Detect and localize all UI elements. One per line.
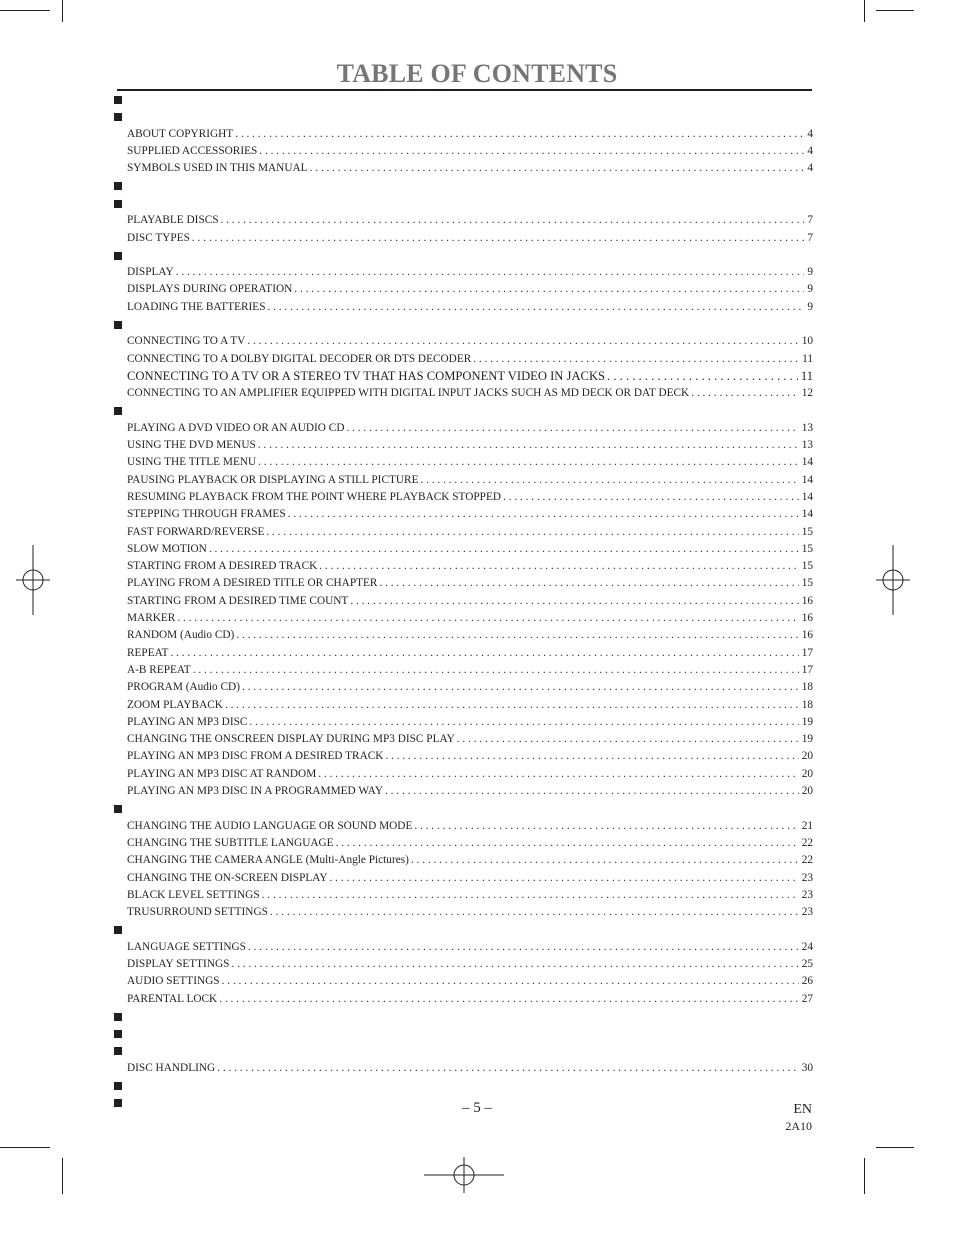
- section-heading: [113, 108, 813, 125]
- toc-entry[interactable]: [127, 817, 813, 834]
- crop-mark: [0, 1147, 50, 1148]
- dot-leader: [248, 939, 799, 956]
- toc-entry-page: 18: [801, 698, 813, 711]
- toc-entry[interactable]: [127, 489, 813, 506]
- toc-entry-page: 18: [801, 681, 813, 694]
- toc-entry[interactable]: [127, 523, 813, 540]
- toc-entry[interactable]: [127, 835, 813, 852]
- toc-entry-page: 14: [801, 490, 813, 503]
- toc-entry-page: 25: [801, 957, 813, 970]
- toc-entry-page: 7: [807, 214, 813, 227]
- toc-entry-label: CHANGING THE SUBTITLE LANGUAGE: [127, 836, 334, 849]
- crop-mark: [876, 1147, 914, 1148]
- toc-entry[interactable]: [127, 299, 813, 316]
- crop-mark: [62, 1158, 63, 1194]
- toc-entry-label: PLAYING AN MP3 DISC FROM A DESIRED TRACK: [127, 750, 384, 763]
- dot-leader: [247, 333, 798, 350]
- toc-entry-page: 16: [801, 612, 813, 625]
- dot-leader: [379, 575, 798, 592]
- toc-entry[interactable]: [127, 887, 813, 904]
- toc-entry[interactable]: [127, 160, 813, 177]
- toc-entry-page: 23: [801, 888, 813, 901]
- model-code: 2A10: [785, 1119, 812, 1133]
- toc-entry-label: PARENTAL LOCK: [127, 992, 218, 1005]
- toc-entry-page: 14: [801, 473, 813, 486]
- toc-entry-label: BLACK LEVEL SETTINGS: [127, 888, 260, 901]
- page-title: TABLE OF CONTENTS: [336, 59, 618, 88]
- toc-entry-page: 7: [807, 231, 813, 244]
- dot-leader: [457, 731, 799, 748]
- toc-entry[interactable]: [127, 558, 813, 575]
- registration-mark-right: [868, 545, 918, 615]
- toc-entry-page: 21: [801, 819, 813, 832]
- toc-entry[interactable]: [127, 939, 813, 956]
- toc-entry-page: 16: [801, 629, 813, 642]
- toc-entry-page: 12: [801, 387, 813, 400]
- toc-entry-label: A-B REPEAT: [127, 663, 191, 676]
- toc-entry-label: DISPLAY: [127, 266, 174, 279]
- dot-leader: [385, 783, 799, 800]
- toc-entry[interactable]: [127, 956, 813, 973]
- section-bullet-icon: [114, 407, 122, 415]
- toc-entry[interactable]: [127, 679, 813, 696]
- dot-leader: [219, 991, 798, 1008]
- toc-entry[interactable]: [127, 437, 813, 454]
- toc-entry-label: CHANGING THE AUDIO LANGUAGE OR SOUND MODE: [127, 819, 413, 832]
- dot-leader: [270, 904, 799, 921]
- dot-leader: [225, 697, 799, 714]
- toc-entry[interactable]: [127, 575, 813, 592]
- section-bullet-icon: [114, 252, 122, 260]
- dot-leader: [385, 748, 798, 765]
- toc-entry-page: 17: [801, 646, 813, 659]
- toc-entry[interactable]: [127, 454, 813, 471]
- section-heading: [113, 402, 813, 419]
- toc-entry[interactable]: [127, 126, 813, 143]
- section-bullet-icon: [114, 113, 122, 121]
- toc-entry-page: 15: [801, 577, 813, 590]
- toc-entry[interactable]: [127, 506, 813, 523]
- dot-leader: [350, 593, 798, 610]
- toc-entry[interactable]: [127, 696, 813, 713]
- toc-entry[interactable]: [127, 766, 813, 783]
- toc-entry[interactable]: [127, 420, 813, 437]
- dot-leader: [607, 368, 798, 385]
- crop-mark: [876, 10, 914, 11]
- toc-entry[interactable]: [127, 212, 813, 229]
- toc-entry-label: PLAYING AN MP3 DISC IN A PROGRAMMED WAY: [127, 785, 384, 798]
- toc-entry[interactable]: [127, 472, 813, 489]
- section-bullet-icon: [114, 1013, 122, 1021]
- toc-entry-page: 19: [801, 733, 813, 746]
- toc-entry[interactable]: [127, 731, 813, 748]
- toc-entry-label: PLAYING FROM A DESIRED TITLE OR CHAPTER: [127, 577, 378, 590]
- dot-leader: [231, 956, 798, 973]
- section-bullet-icon: [114, 96, 122, 104]
- crop-mark: [864, 0, 865, 22]
- dot-leader: [170, 645, 798, 662]
- dot-leader: [330, 870, 799, 887]
- dot-leader: [235, 126, 804, 143]
- toc-entry-label: PLAYING AN MP3 DISC AT RANDOM: [127, 767, 317, 780]
- dot-leader: [318, 766, 798, 783]
- toc-entry-label: CONNECTING TO A DOLBY DIGITAL DECODER OR DTS DECODER: [127, 352, 472, 365]
- toc-entry-page: 23: [801, 906, 813, 919]
- dot-leader: [319, 558, 798, 575]
- dot-leader: [288, 506, 799, 523]
- toc-entry-page: 20: [801, 750, 813, 763]
- toc-entry-page: 15: [801, 525, 813, 538]
- section-bullet-icon: [114, 321, 122, 329]
- toc-entry[interactable]: [127, 662, 813, 679]
- toc-entry-label: STARTING FROM A DESIRED TIME COUNT: [127, 594, 349, 607]
- dot-leader: [217, 1060, 799, 1077]
- toc-entry-page: 10: [801, 335, 813, 348]
- dot-leader: [177, 610, 798, 627]
- registration-mark-bottom: [424, 1157, 504, 1197]
- section-bullet-icon: [114, 182, 122, 190]
- section-bullet-icon: [114, 200, 122, 208]
- toc-entry-page: 14: [801, 456, 813, 469]
- dot-leader: [346, 420, 798, 437]
- toc-entry[interactable]: [127, 610, 813, 627]
- toc-entry-page: 11: [800, 368, 813, 383]
- dot-leader: [411, 852, 799, 869]
- toc-entry[interactable]: [127, 869, 813, 886]
- toc-entry[interactable]: [127, 748, 813, 765]
- toc-entry-page: 14: [801, 508, 813, 521]
- toc-entry-page: 30: [801, 1061, 813, 1074]
- toc-entry-page: 11: [802, 352, 813, 365]
- toc-entry[interactable]: [127, 541, 813, 558]
- toc-entry-page: 19: [801, 715, 813, 728]
- toc-entry-page: 13: [801, 421, 813, 434]
- toc-entry-label: CHANGING THE ONSCREEN DISPLAY DURING MP3 DISC PLAY: [127, 733, 455, 746]
- toc-entry-label: TRUSURROUND SETTINGS: [127, 906, 268, 919]
- toc-entry-label: USING THE DVD MENUS: [127, 439, 256, 452]
- toc-entry[interactable]: [127, 714, 813, 731]
- toc-entry-label: PAUSING PLAYBACK OR DISPLAYING A STILL PICTURE: [127, 473, 419, 486]
- toc-entry-page: 15: [801, 542, 813, 555]
- toc-entry-label: PROGRAM (Audio CD): [127, 681, 240, 694]
- dot-leader: [209, 541, 799, 558]
- dot-leader: [258, 454, 799, 471]
- toc-entry-label: ZOOM PLAYBACK: [127, 698, 223, 711]
- toc-entry-page: 9: [807, 300, 813, 313]
- toc-entry[interactable]: [127, 783, 813, 800]
- dot-leader: [294, 281, 804, 298]
- dot-leader: [192, 230, 804, 247]
- dot-leader: [176, 264, 805, 281]
- dot-leader: [262, 887, 799, 904]
- dot-leader: [221, 212, 805, 229]
- toc-entry-label: CHANGING THE ON-SCREEN DISPLAY: [127, 871, 328, 884]
- toc-entry[interactable]: [127, 627, 813, 644]
- toc-entry-label: CHANGING THE CAMERA ANGLE (Multi-Angle Pictures): [127, 854, 409, 867]
- toc-entry-page: 4: [807, 162, 813, 175]
- toc-entry-page: 26: [801, 975, 813, 988]
- toc-entry[interactable]: [127, 281, 813, 298]
- toc-entry[interactable]: [127, 973, 813, 990]
- section-heading: [113, 800, 813, 817]
- registration-mark-left: [8, 545, 58, 615]
- section-heading: [113, 1025, 813, 1042]
- toc-entry[interactable]: [127, 333, 813, 350]
- toc-entry-page: 9: [807, 283, 813, 296]
- dot-leader: [222, 973, 799, 990]
- section-bullet-icon: [114, 1030, 122, 1038]
- toc-entry[interactable]: [127, 645, 813, 662]
- toc-entry-label: PLAYING AN MP3 DISC: [127, 715, 248, 728]
- section-bullet-icon: [114, 926, 122, 934]
- toc-entry-label: SUPPLIED ACCESSORIES: [127, 145, 258, 158]
- toc-entry[interactable]: [127, 990, 813, 1007]
- section-bullet-icon: [114, 1047, 122, 1055]
- language-code: EN: [793, 1102, 812, 1117]
- toc-entry-label: AUDIO SETTINGS: [127, 975, 220, 988]
- section-bullet-icon: [114, 805, 122, 813]
- section-heading: [113, 1077, 813, 1094]
- toc-entry-label: CONNECTING TO AN AMPLIFIER EQUIPPED WITH DIGITAL INPUT JACKS SUCH AS MD DECK OR DAT DECK: [127, 387, 690, 400]
- dot-leader: [266, 524, 798, 541]
- toc-entry[interactable]: [127, 368, 813, 385]
- toc-entry[interactable]: [127, 1060, 813, 1077]
- toc-entry-label: REPEAT: [127, 646, 169, 659]
- page-number: – 5 –: [462, 1100, 492, 1116]
- toc-entry-label: SLOW MOTION: [127, 542, 207, 555]
- dot-leader: [420, 472, 798, 489]
- toc-entry-label: DISPLAYS DURING OPERATION: [127, 283, 293, 296]
- toc-entry[interactable]: [127, 852, 813, 869]
- crop-mark: [864, 1158, 865, 1194]
- toc-entry[interactable]: [127, 350, 813, 367]
- dot-leader: [691, 385, 799, 402]
- toc-entry-page: 20: [801, 785, 813, 798]
- table-of-contents: [113, 91, 813, 1112]
- dot-leader: [473, 351, 799, 368]
- toc-entry-page: 15: [801, 560, 813, 573]
- toc-entry-page: 27: [801, 992, 813, 1005]
- toc-entry[interactable]: [127, 904, 813, 921]
- toc-entry-label: SYMBOLS USED IN THIS MANUAL: [127, 162, 308, 175]
- dot-leader: [503, 489, 799, 506]
- dot-leader: [236, 627, 798, 644]
- dot-leader: [258, 437, 799, 454]
- toc-entry-label: PLAYABLE DISCS: [127, 214, 219, 227]
- dot-leader: [249, 714, 798, 731]
- toc-entry-label: DISC HANDLING: [127, 1061, 216, 1074]
- toc-entry-label: CONNECTING TO A TV: [127, 335, 246, 348]
- dot-leader: [242, 679, 799, 696]
- toc-entry[interactable]: [127, 264, 813, 281]
- toc-entry-page: 13: [801, 439, 813, 452]
- toc-entry-page: 20: [801, 767, 813, 780]
- dot-leader: [310, 160, 805, 177]
- toc-entry-page: 24: [801, 940, 813, 953]
- dot-leader: [193, 662, 799, 679]
- toc-entry-label: ABOUT COPYRIGHT: [127, 127, 234, 140]
- section-heading: [113, 1042, 813, 1059]
- dot-leader: [336, 835, 799, 852]
- toc-entry-label: DISC TYPES: [127, 231, 190, 244]
- toc-entry-page: 22: [801, 836, 813, 849]
- toc-entry[interactable]: [127, 143, 813, 160]
- section-heading: [113, 1008, 813, 1025]
- crop-mark: [0, 10, 50, 11]
- section-heading: [113, 316, 813, 333]
- section-heading: [113, 195, 813, 212]
- crop-mark: [62, 0, 63, 22]
- toc-entry-label: RESUMING PLAYBACK FROM THE POINT WHERE PLAYBACK STOPPED: [127, 490, 502, 503]
- toc-entry-label: RANDOM (Audio CD): [127, 629, 235, 642]
- toc-entry-page: 17: [801, 663, 813, 676]
- dot-leader: [267, 299, 804, 316]
- toc-entry-label: USING THE TITLE MENU: [127, 456, 257, 469]
- toc-entry-label: STEPPING THROUGH FRAMES: [127, 508, 286, 521]
- section-heading: [113, 177, 813, 194]
- section-heading: [113, 921, 813, 938]
- section-bullet-icon: [114, 1082, 122, 1090]
- toc-entry-label: STARTING FROM A DESIRED TRACK: [127, 560, 318, 573]
- toc-entry-label: CONNECTING TO A TV OR A STEREO TV THAT HAS COMPONENT VIDEO IN JACKS: [127, 368, 606, 383]
- dot-leader: [414, 818, 798, 835]
- toc-entry-label: PLAYING A DVD VIDEO OR AN AUDIO CD: [127, 421, 345, 434]
- toc-entry-label: FAST FORWARD/REVERSE: [127, 525, 265, 538]
- toc-entry-page: 22: [801, 854, 813, 867]
- toc-entry[interactable]: [127, 593, 813, 610]
- section-heading: [113, 247, 813, 264]
- toc-entry-page: 4: [807, 127, 813, 140]
- toc-entry-page: 16: [801, 594, 813, 607]
- toc-entry-label: DISPLAY SETTINGS: [127, 957, 230, 970]
- toc-entry-page: 4: [807, 145, 813, 158]
- toc-entry-page: 9: [807, 266, 813, 279]
- toc-entry[interactable]: [127, 385, 813, 402]
- toc-entry-label: LANGUAGE SETTINGS: [127, 940, 246, 953]
- section-heading: [113, 91, 813, 108]
- toc-entry-label: LOADING THE BATTERIES: [127, 300, 266, 313]
- dot-leader: [259, 143, 804, 160]
- toc-entry-page: 23: [801, 871, 813, 884]
- toc-entry-label: MARKER: [127, 612, 176, 625]
- toc-entry[interactable]: [127, 229, 813, 246]
